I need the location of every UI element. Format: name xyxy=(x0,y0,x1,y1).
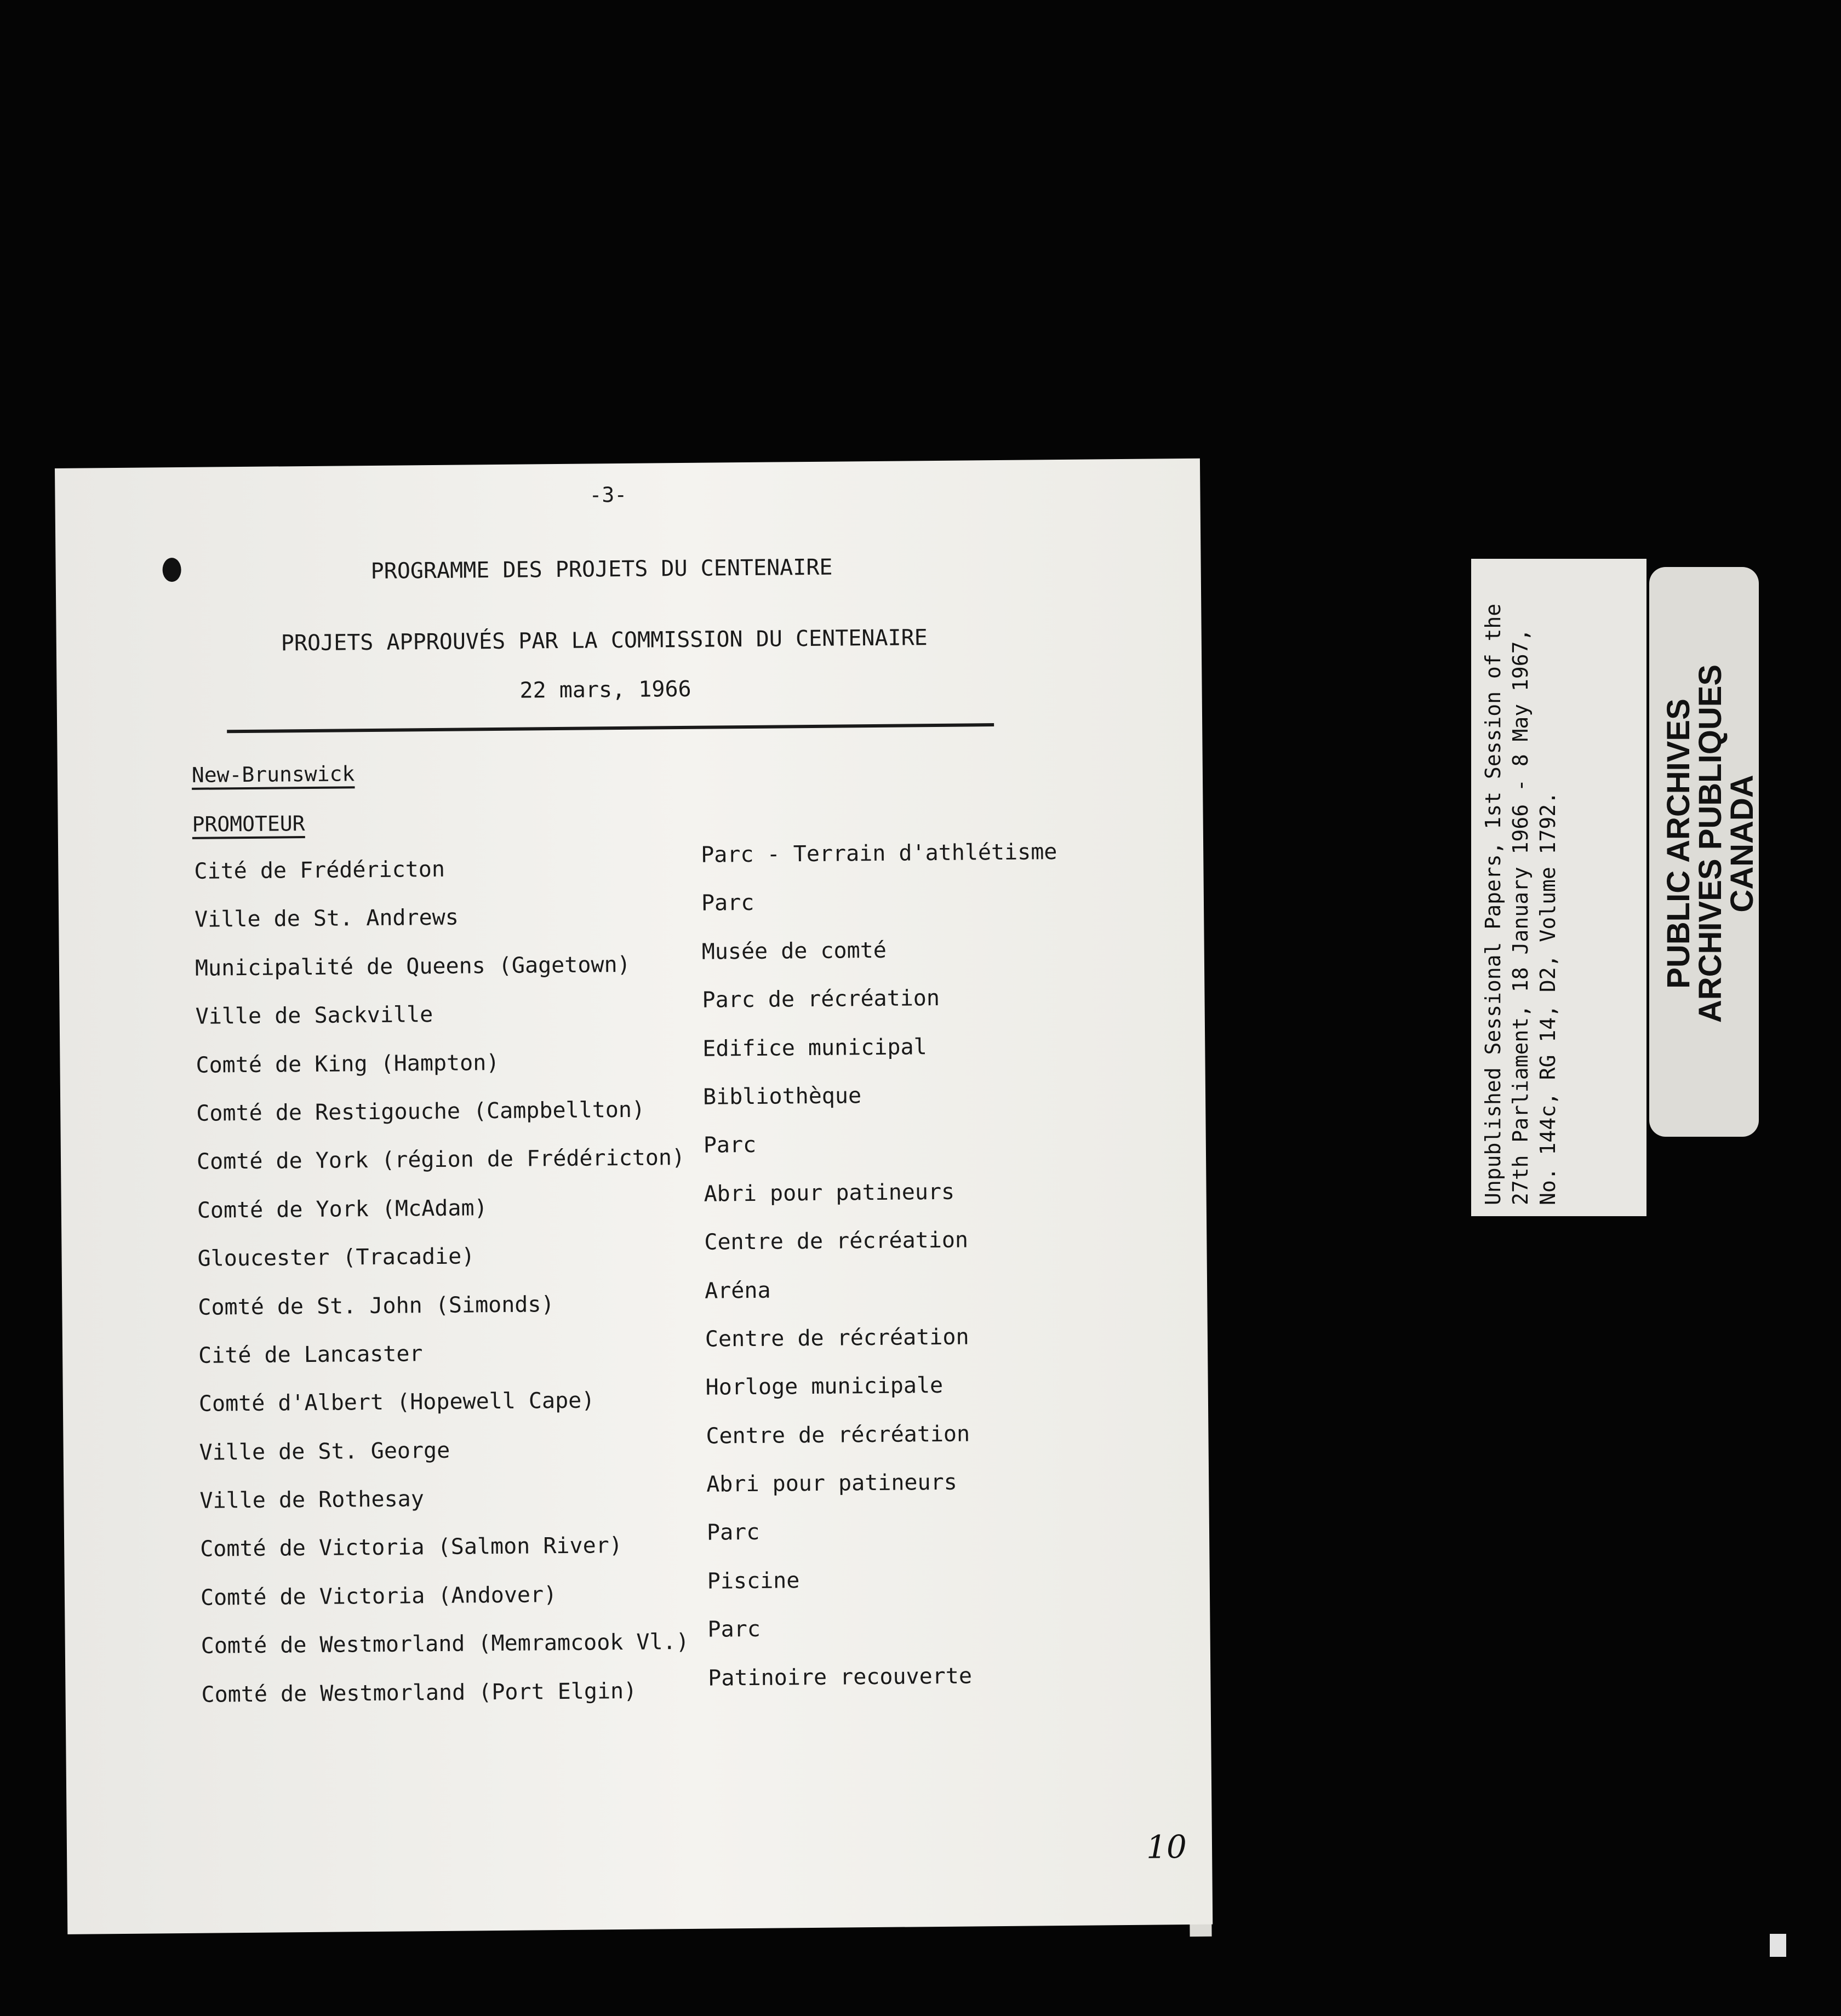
projet: Edifice municipal xyxy=(702,1034,927,1062)
promoteur: Cité de Frédéricton xyxy=(194,856,445,884)
list-item xyxy=(201,1663,1243,1731)
projet: Parc xyxy=(703,1132,757,1159)
projet: Parc xyxy=(706,1520,760,1546)
promoteur: Ville de Sackville xyxy=(195,1002,433,1029)
promoteur: Gloucester (Tracadie) xyxy=(197,1244,475,1272)
promoteur: Ville de Rothesay xyxy=(199,1486,425,1514)
projet: Patinoire recouverte xyxy=(708,1663,973,1691)
column-header-promoteur: PROMOTEUR xyxy=(192,811,305,837)
promoteur: Comté d'Albert (Hopewell Cape) xyxy=(198,1388,595,1417)
document-title: PROGRAMME DES PROJETS DU CENTENAIRE xyxy=(370,554,833,584)
promoteur: Comté de St. John (Simonds) xyxy=(198,1291,554,1320)
projet: Parc xyxy=(701,890,754,917)
document-page xyxy=(55,459,1213,1934)
promoteur: Comté de Westmorland (Port Elgin) xyxy=(201,1678,637,1708)
promoteur: Ville de St. George xyxy=(199,1437,450,1465)
projet: Centre de récréation xyxy=(705,1324,969,1352)
promoteur: Comté de Westmorland (Memramcook Vl.) xyxy=(201,1629,689,1659)
projet: Parc - Terrain d'athlétisme xyxy=(701,839,1057,868)
projet: Bibliothèque xyxy=(702,1083,862,1110)
promoteur: Comté de Victoria (Salmon River) xyxy=(200,1533,623,1562)
region-heading: New-Brunswick xyxy=(191,761,355,787)
divider xyxy=(227,723,994,733)
stamp-line: ARCHIVES PUBLIQUES xyxy=(1693,664,1728,1023)
projet: Abri pour patineurs xyxy=(706,1469,957,1497)
punch-hole xyxy=(162,558,181,582)
archive-label-line: No. 144c, RG 14, D2, Volume 1792. xyxy=(1536,792,1560,1205)
projet: Aréna xyxy=(704,1278,771,1304)
promoteur: Cité de Lancaster xyxy=(198,1341,423,1368)
stamp-line: PUBLIC ARCHIVES xyxy=(1661,698,1696,989)
promoteur: Comté de King (Hampton) xyxy=(196,1050,500,1078)
page-number: -3- xyxy=(589,482,627,507)
archive-stamp xyxy=(1661,652,1760,1035)
projet: Musée de comté xyxy=(701,937,887,965)
projet: Horloge municipale xyxy=(705,1373,944,1400)
document-subtitle: PROJETS APPROUVÉS PAR LA COMMISSION DU CENTENAIRE xyxy=(281,625,928,656)
projet: Parc xyxy=(707,1617,761,1642)
stamp-line: CANADA xyxy=(1724,775,1760,913)
film-mark xyxy=(1770,1934,1786,1957)
promoteur: Comté de Victoria (Andover) xyxy=(200,1582,557,1611)
archive-label-text xyxy=(1479,559,1638,1205)
projet: Parc de récréation xyxy=(702,986,940,1013)
projet: Piscine xyxy=(707,1568,800,1594)
projects-list xyxy=(194,839,1243,1731)
projet: Centre de récréation xyxy=(706,1421,970,1449)
promoteur: Comté de York (région de Frédéricton) xyxy=(196,1145,685,1175)
promoteur: Comté de York (McAdam) xyxy=(197,1195,488,1223)
projet: Centre de récréation xyxy=(704,1227,969,1255)
document-date: 22 mars, 1966 xyxy=(519,676,691,703)
handwritten-page-number: 10 xyxy=(1146,1828,1187,1866)
archive-label-line: Unpublished Sessional Papers, 1st Session of the xyxy=(1481,603,1505,1205)
promoteur: Comté de Restigouche (Campbellton) xyxy=(196,1097,645,1126)
projet: Abri pour patineurs xyxy=(704,1179,955,1207)
archive-label-line: 27th Parliament, 18 January 1966 - 8 May 1967, xyxy=(1508,628,1533,1205)
promoteur: Ville de St. Andrews xyxy=(195,904,459,933)
promoteur: Municipalité de Queens (Gagetown) xyxy=(195,952,631,981)
